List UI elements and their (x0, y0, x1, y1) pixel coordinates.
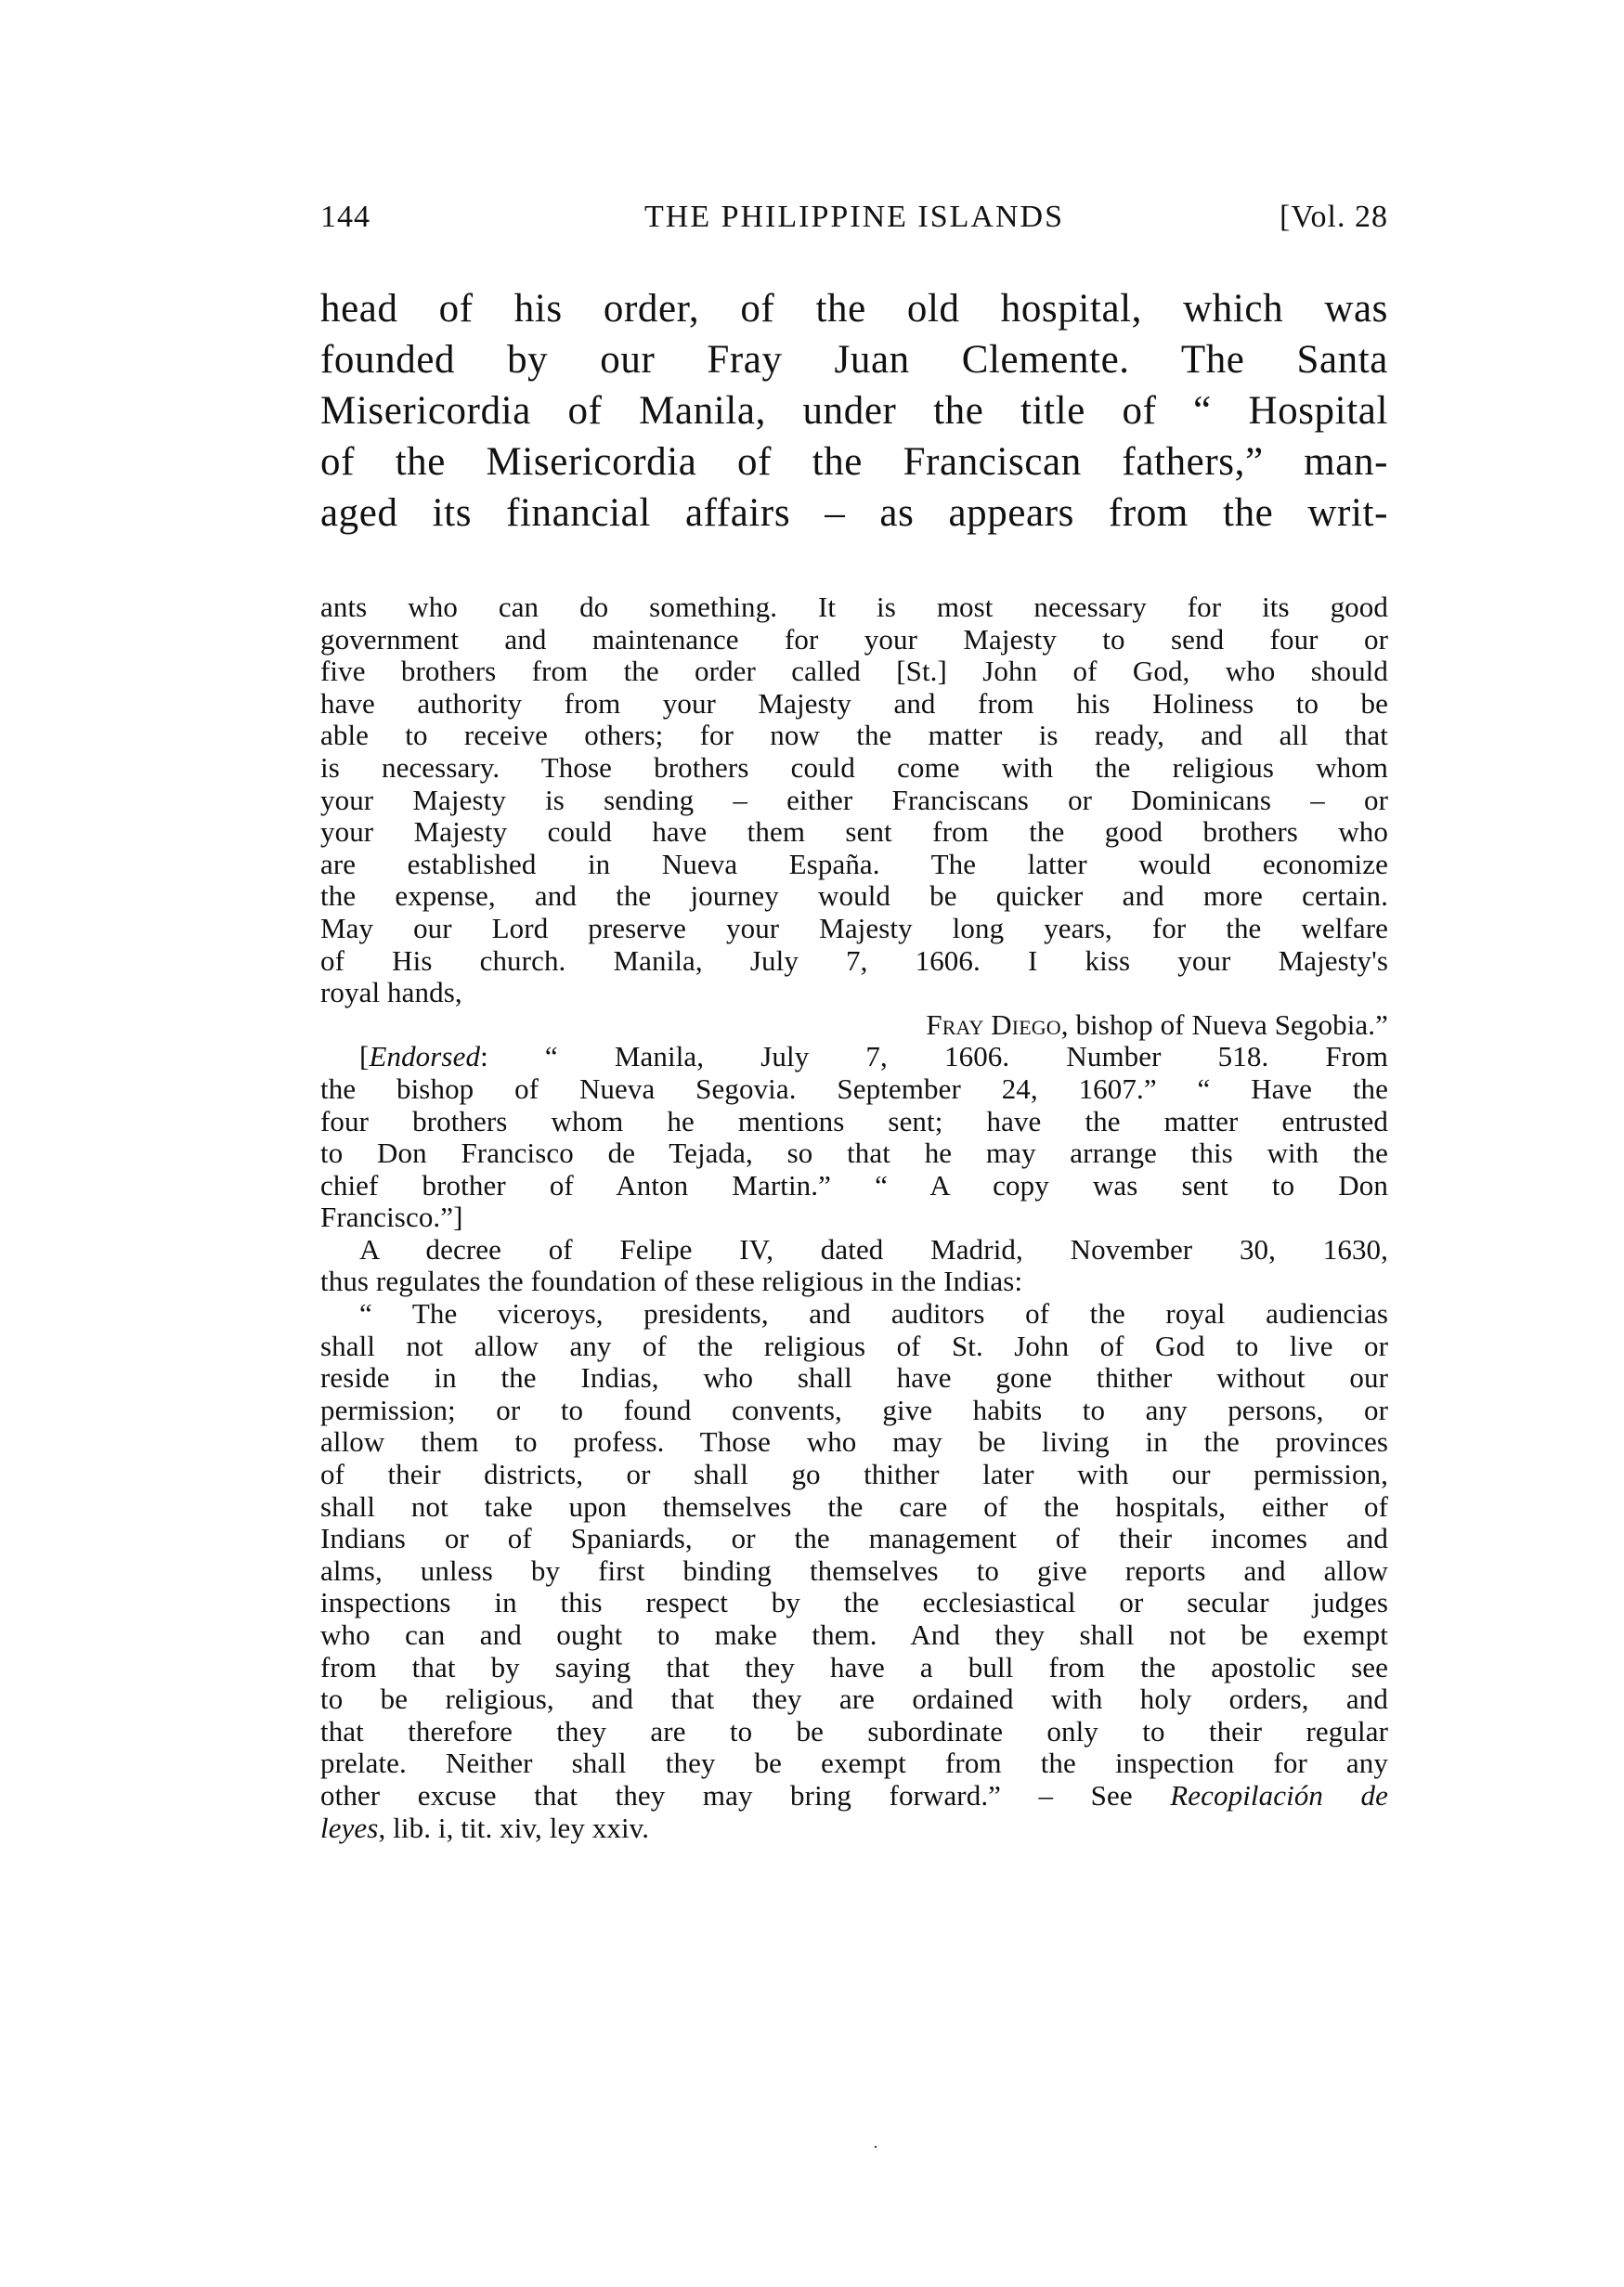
footnote-line: royal hands, (320, 976, 462, 1009)
footnote-line: the bishop of Nueva Segovia. September 24, 1607.” “ Have the (320, 1072, 1388, 1105)
footnote-line: the expense, and the journey would be quicker and more certain. (320, 879, 1388, 913)
footnote-line: alms, unless by first binding themselves to give reports and allow (320, 1553, 1388, 1587)
footnote-line: your Majesty is sending – either Franciscans or Dominicans – or (320, 783, 1388, 816)
footnote-line: A decree of Felipe IV, dated Madrid, November 30, 1630, (359, 1232, 1388, 1266)
scan-speck (875, 2146, 877, 2148)
footnote-line: is necessary. Those brothers could come with the religious whom (320, 750, 1388, 784)
footnote-line: chief brother of Anton Martin.” “ A copy was sent to Don (320, 1168, 1388, 1202)
footnote-line: “ The viceroys, presidents, and auditors of the royal audiencias (359, 1297, 1388, 1331)
decree-text (320, 1234, 1388, 1844)
signature (320, 1009, 1388, 1042)
main-text (320, 283, 1388, 539)
main-text-line: head of his order, of the old hospital, which was (320, 287, 1388, 331)
endorsement (320, 1041, 1388, 1234)
endorsed-label: Endorsed (369, 1040, 481, 1073)
main-text-line: Misericordia of Manila, under the title of “ Hospital (320, 389, 1388, 433)
footnote-line: able to receive others; for now the matter is ready, and all that (320, 719, 1388, 752)
citation-line: leyes, lib. i, tit. xiv, ley xxiv. (320, 1811, 650, 1844)
running-title: THE PHILIPPINE ISLANDS (644, 200, 1064, 234)
footnote-line: of His church. Manila, July 7, 1606. I kiss your Majesty's (320, 943, 1388, 977)
footnote-line: from that by saying that they have a bull from the apostolic see (320, 1650, 1388, 1683)
footnote-line: [Endorsed: “ Manila, July 7, 1606. Number 518. From (359, 1040, 1388, 1073)
footnote-line: allow them to profess. Those who may be living in the provinces (320, 1425, 1388, 1459)
footnote-line: Indians or of Spaniards, or the management of their incomes and (320, 1522, 1388, 1555)
signature-name: Fray Diego (926, 1007, 1061, 1041)
footnote-line: government and maintenance for your Majesty to send four or (320, 622, 1388, 656)
footnote-line: inspections in this respect by the ecclesiastical or secular judges (320, 1586, 1388, 1619)
footnote-line: five brothers from the order called [St.] John of God, who should (320, 655, 1388, 688)
main-text-line: founded by our Fray Juan Clemente. The Santa (320, 338, 1388, 382)
footnote-line: have authority from your Majesty and from his Holiness to be (320, 686, 1388, 720)
footnote-line: four brothers whom he mentions sent; have the matter entrusted (320, 1104, 1388, 1137)
running-header (320, 200, 1388, 246)
footnote-line: who can and ought to make them. And they shall not be exempt (320, 1618, 1388, 1651)
signature-title: , bishop of Nueva Segobia.” (1060, 1007, 1388, 1041)
footnote-line: to be religious, and that they are ordained with holy orders, and (320, 1683, 1388, 1716)
volume-label: [Vol. 28 (1280, 200, 1388, 234)
footnote-line: ants who can do something. It is most necessary for its good (320, 591, 1388, 623)
footnote-line: thus regulates the foundation of these religious in the Indias: (320, 1265, 1023, 1298)
footnote-line: to Don Francisco de Tejada, so that he may arrange this with the (320, 1137, 1388, 1170)
source-title-end: leyes (320, 1811, 379, 1844)
footnote-line: are established in Nueva España. The latter would economize (320, 847, 1388, 880)
footnote-line: shall not allow any of the religious of St. John of God to live or (320, 1329, 1388, 1362)
main-text-line: aged its financial affairs – as appears from the writ- (320, 491, 1388, 535)
footnote-line: Francisco.”] (320, 1201, 463, 1234)
footnote-line: prelate. Neither shall they be exempt from the inspection for any (320, 1747, 1388, 1780)
source-title: Recopilación de (1170, 1778, 1388, 1812)
footnote-line: permission; or to found convents, give habits to any persons, or (320, 1393, 1388, 1426)
footnote-line: that therefore they are to be subordinate only to their regular (320, 1714, 1388, 1748)
main-text-line: of the Misericordia of the Franciscan fathers,” man- (320, 440, 1388, 484)
footnote-line: May our Lord preserve your Majesty long years, for the welfare (320, 911, 1388, 944)
footnote-line: other excuse that they may bring forward.” – See Recopilación de (320, 1778, 1388, 1812)
footnote-line: of their districts, or shall go thither later with our permission, (320, 1458, 1388, 1491)
letter-text (320, 591, 1388, 1009)
footnote-line: your Majesty could have them sent from the good brothers who (320, 815, 1388, 849)
footnote-line: shall not take upon themselves the care of the hospitals, either of (320, 1489, 1388, 1523)
footnote-line: reside in the Indias, who shall have gone thither without our (320, 1361, 1388, 1395)
page-number: 144 (320, 200, 370, 234)
footnote-block (320, 591, 1388, 1844)
